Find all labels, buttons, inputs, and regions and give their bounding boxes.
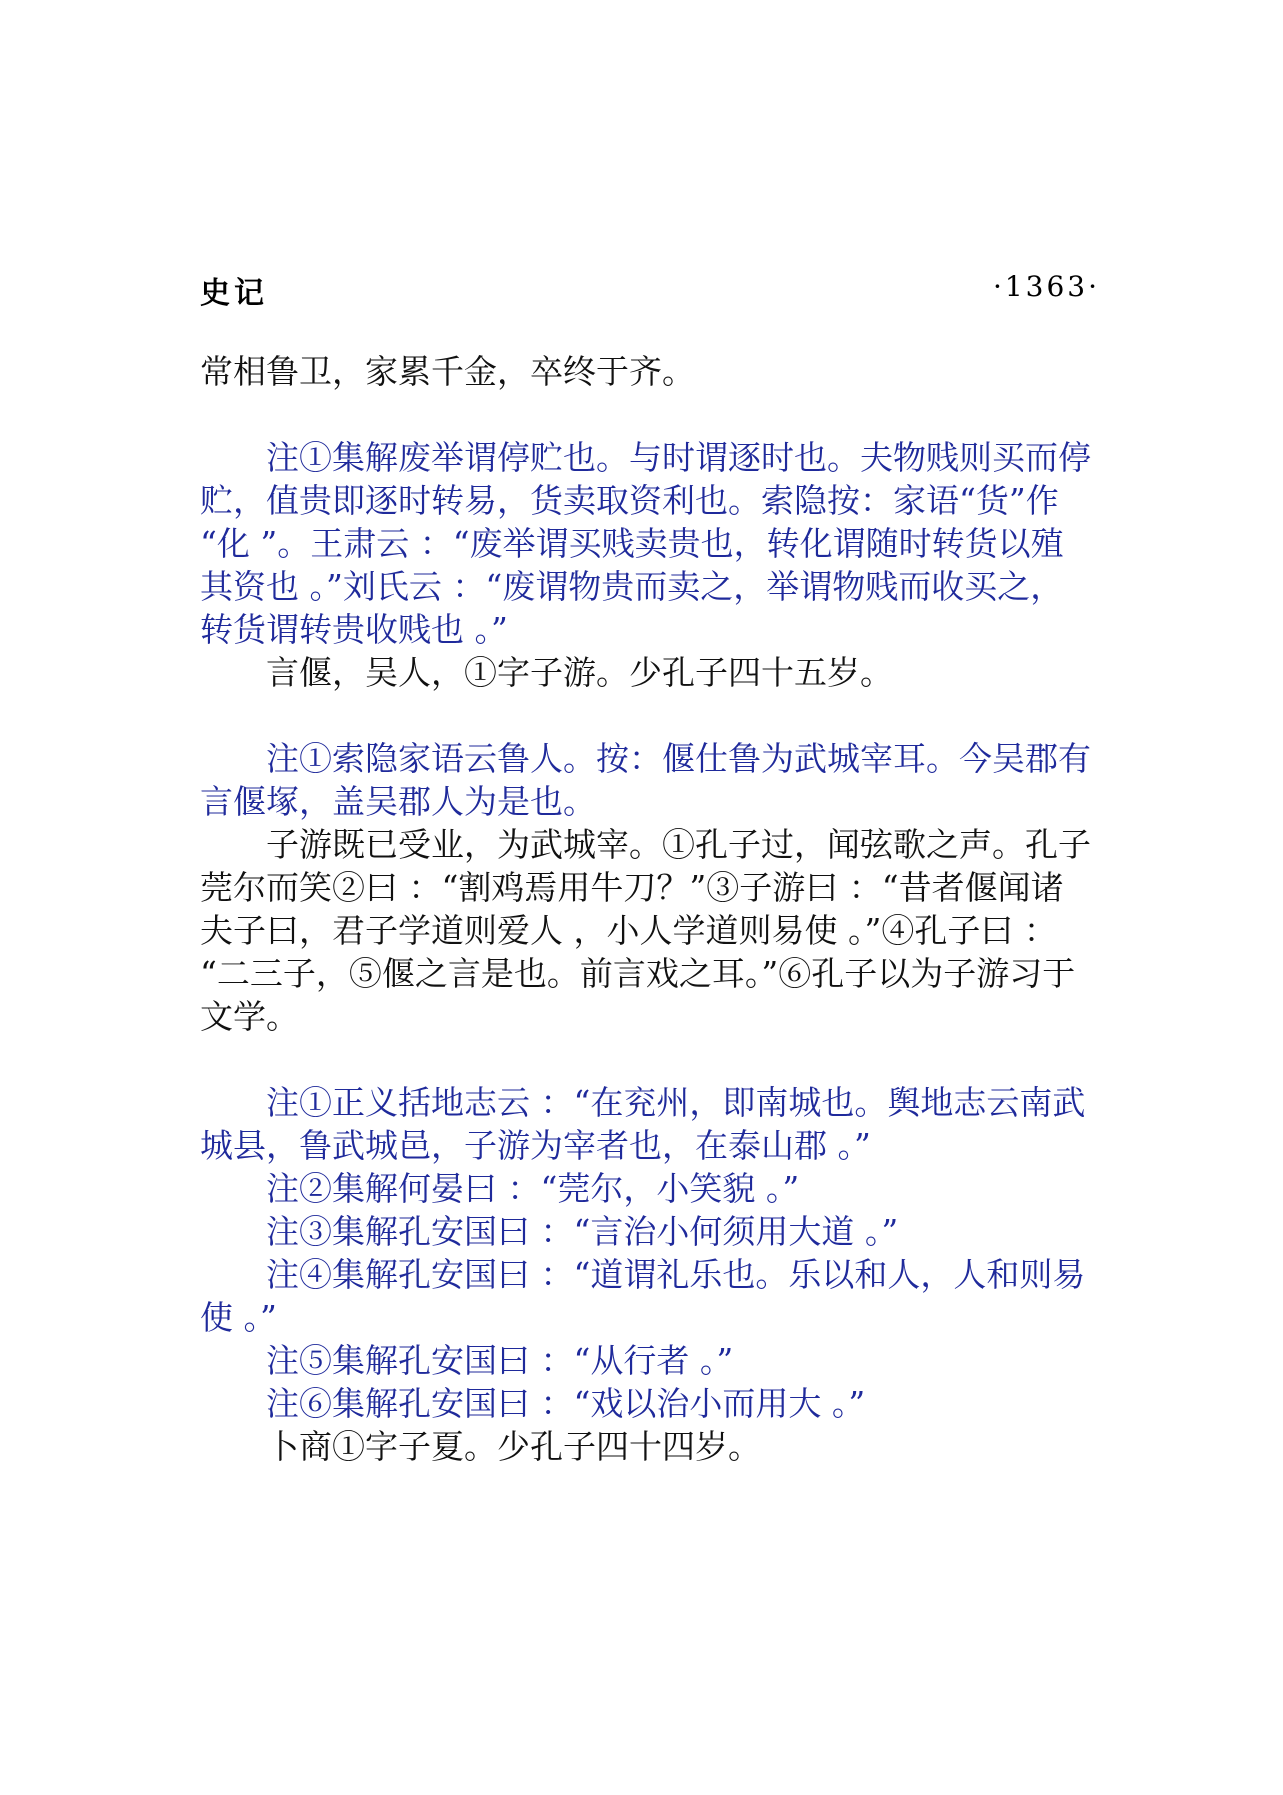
note-line: “化 ”。王肃云 ：“废举谓买贱卖贵也，转化谓随时转货以殖 [200, 524, 1064, 563]
note-line: 注②集解何晏曰 ：“莞尔，小笑貌 。” [266, 1169, 800, 1208]
text-line: 卜商①字子夏。少孔子四十四岁。 [266, 1427, 761, 1466]
page-header [200, 268, 1100, 311]
note-line: 其资也 。”刘氏云 ：“废谓物贵而卖之，举谓物贱而收买之， [200, 567, 1064, 606]
note-line: 城县，鲁武城邑，子游为宰者也，在泰山郡 。” [200, 1126, 871, 1165]
text-line: 文学。 [200, 997, 299, 1036]
paragraph-gap [200, 1038, 1090, 1081]
note-line: 注①正义括地志云 ：“在兖州，即南城也。舆地志云南武 [266, 1083, 1086, 1122]
note-line: 注⑥集解孔安国曰 ：“戏以治小而用大 。” [266, 1384, 866, 1423]
paragraph-gap [200, 393, 1090, 436]
book-title: 史记 [200, 276, 268, 311]
text-line: “二三子，⑤偃之言是也。前言戏之耳。”⑥孔子以为子游习于 [200, 954, 1076, 993]
page-number: ·1363· [992, 270, 1100, 303]
text-line: 子游既已受业，为武城宰。①孔子过，闻弦歌之声。孔子 [266, 825, 1091, 864]
note-line: 贮，值贵即逐时转易，货卖取资利也。索隐按：家语“货”作 [200, 481, 1059, 520]
text-line: 夫子曰，君子学道则爱人 ，小人学道则易使 。”④孔子曰 ： [200, 911, 1057, 950]
note-line: 注③集解孔安国曰 ：“言治小何须用大道 。” [266, 1212, 899, 1251]
page-body [200, 350, 1090, 1468]
note-line: 使 。” [200, 1298, 277, 1337]
text-line: 莞尔而笑②曰 ：“割鸡焉用牛刀？”③子游曰 ：“昔者偃闻诸 [200, 868, 1064, 907]
text-line: 常相鲁卫，家累千金，卒终于齐。 [200, 352, 695, 391]
note-line: 言偃塚，盖吴郡人为是也。 [200, 782, 596, 821]
text-line: 言偃，吴人，①字子游。少孔子四十五岁。 [266, 653, 893, 692]
note-line: 注④集解孔安国曰 ：“道谓礼乐也。乐以和人，人和则易 [266, 1255, 1086, 1294]
paragraph-gap [200, 694, 1090, 737]
note-line: 注①集解废举谓停贮也。与时谓逐时也。夫物贱则买而停 [266, 438, 1091, 477]
note-line: 注⑤集解孔安国曰 ：“从行者 。” [266, 1341, 734, 1380]
note-line: 注①索隐家语云鲁人。按：偃仕鲁为武城宰耳。今吴郡有 [266, 739, 1091, 778]
note-line: 转货谓转贵收贱也 。” [200, 610, 508, 649]
